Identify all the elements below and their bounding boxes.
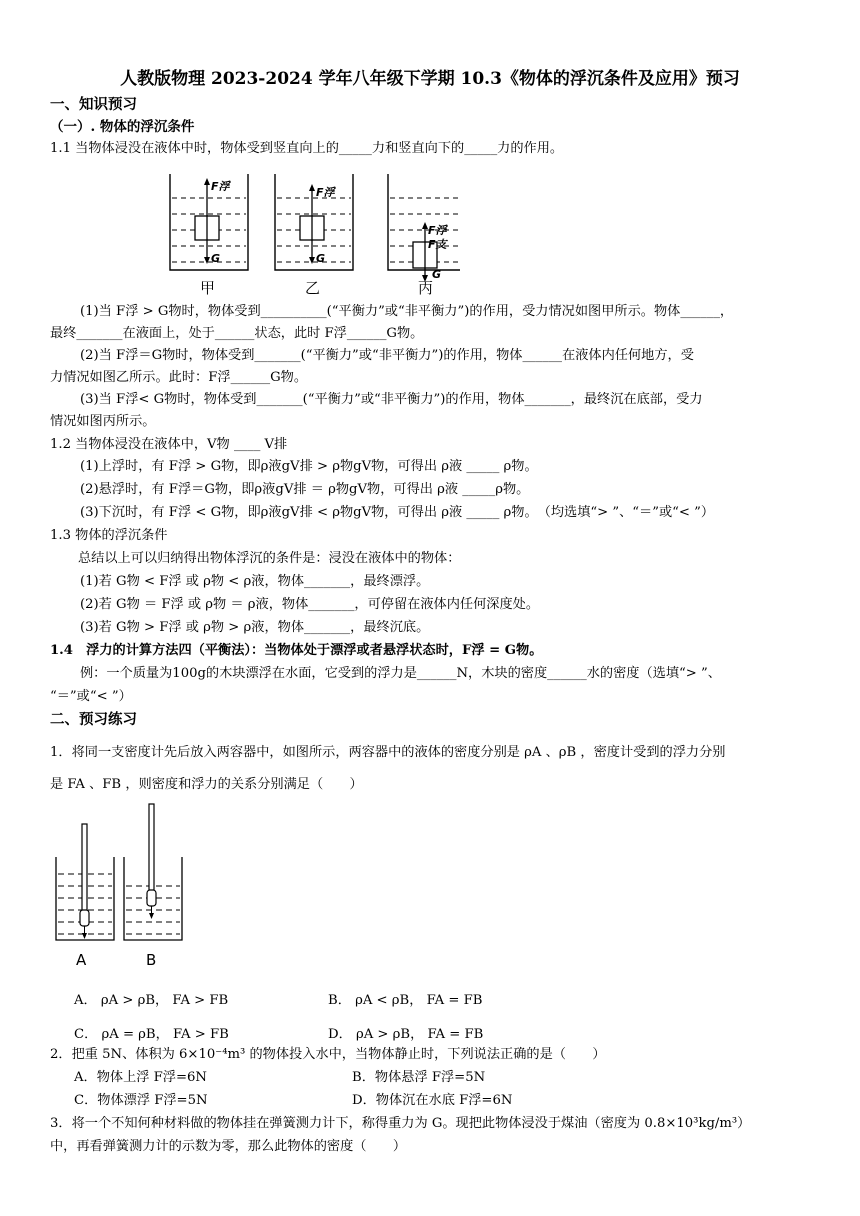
figure-caption: A (76, 951, 87, 969)
text-1-4: 1.4 浮力的计算方法四（平衡法）：当物体处于漂浮或者悬浮状态时，F浮 = G物。 (50, 643, 543, 658)
text-q3: (3)下沉时，有 F浮 < G物，即ρ液gV排 < ρ物gV物，可得出 ρ液 _____ ρ物。 （均选填“> ”、“＝”或“< ”） (80, 505, 715, 520)
force-label: F浮 (211, 180, 230, 193)
text-p1b: 最终_______在液面上，处于______状态，此时 F浮______G物。 (50, 326, 424, 341)
force-label: F浮 (316, 186, 335, 199)
figure-caption: B (146, 951, 157, 969)
option-a[interactable]: A． ρA > ρB， FA > FB (74, 993, 229, 1008)
question-3-line-1: 3．将一个不知何种材料做的物体挂在弹簧测力计下，称得重力为 G。现把此物体浸没于煤油（密度为 0.8×10³kg/m³） (50, 1116, 751, 1131)
q2-option-d[interactable]: D．物体沉在水底 F浮=6N (352, 1093, 513, 1108)
force-label: G (432, 268, 442, 281)
text-q2: (2)悬浮时，有 F浮＝G物，即ρ液gV排 ＝ ρ物gV物，可得出 ρ液 _____ρ物。 (80, 482, 530, 497)
option-c[interactable]: C． ρA = ρB， FA > FB (74, 1027, 229, 1042)
text-p3a: (3)当 F浮< G物时，物体受到_______(“平衡力”或“非平衡力”)的作用，物体_______，最终沉在底部，受力 (80, 392, 703, 407)
text-summary: 总结以上可以归纳得出物体浮沉的条件是：浸没在液体中的物体： (78, 551, 461, 566)
text-q1: (1)上浮时，有 F浮 > G物，即ρ液gV排 > ρ物gV物，可得出 ρ液 _____ ρ物。 (80, 459, 538, 474)
section-2-heading: 二、预习练习 (50, 711, 137, 728)
text-example-1: 例：一个质量为100g的木块漂浮在水面，它受到的浮力是______N，木块的密度______水的密度（选填“> ”、 (80, 666, 721, 681)
text-p1a: (1)当 F浮 > G物时，物体受到__________(“平衡力”或“非平衡力”)的作用，受力情况如图甲所示。物体______， (80, 304, 734, 319)
force-label: G (316, 252, 326, 265)
text-c3: (3)若 G物 > F浮 或 ρ物 > ρ液，物体_______，最终沉底。 (80, 620, 430, 635)
force-label: F浮 (428, 224, 447, 237)
figure-caption: 丙 (418, 279, 434, 297)
page-title: 人教版物理 2023-2024 学年八年级下学期 10.3《物体的浮沉条件及应用》预习 (120, 69, 740, 89)
question-1-line-1: 1．将同一支密度计先后放入两容器中，如图所示，两容器中的液体的密度分别是 ρA 、ρB ，密度计受到的浮力分别 (50, 745, 726, 760)
question-3-line-2: 中，再看弹簧测力计的示数为零，那么此物体的密度（ ） (50, 1139, 407, 1154)
text-c2: (2)若 G物 ＝ F浮 或 ρ物 ＝ ρ液，物体_______，可停留在液体内任何深度处。 (80, 597, 540, 612)
question-1-line-2: 是 FA 、FB ，则密度和浮力的关系分别满足（ ） (50, 777, 363, 792)
force-label: F支 (428, 238, 447, 251)
text-1-3: 1.3 物体的浮沉条件 (50, 528, 168, 543)
figure-caption: 甲 (200, 279, 216, 297)
option-d[interactable]: D． ρA > ρB， FA = FB (328, 1027, 484, 1042)
question-2: 2．把重 5N、体积为 6×10⁻⁴m³ 的物体投入水中，当物体静止时，下列说法正确的是（ ） (50, 1047, 606, 1062)
force-label: G (211, 252, 221, 265)
section-1-heading: 一、知识预习 (50, 96, 137, 113)
text-1-1: 1.1 当物体浸没在液体中时，物体受到竖直向上的_____力和竖直向下的_____力的作用。 (50, 141, 564, 156)
q2-option-b[interactable]: B．物体悬浮 F浮=5N (352, 1070, 486, 1085)
text-p3b: 情况如图丙所示。 (50, 414, 156, 429)
text-example-2: “＝”或“< ”） (50, 689, 132, 704)
q2-option-a[interactable]: A．物体上浮 F浮=6N (74, 1070, 207, 1085)
q2-option-c[interactable]: C．物体漂浮 F浮=5N (74, 1093, 208, 1108)
text-p2b: 力情况如图乙所示。此时：F浮______G物。 (50, 370, 308, 385)
option-b[interactable]: B． ρA < ρB， FA = FB (328, 993, 483, 1008)
hydrometer-figure (52, 802, 192, 972)
buoyancy-force-figure (160, 168, 460, 298)
text-1-2: 1.2 当物体浸没在液体中，V物 ____ V排 (50, 437, 288, 452)
text-c1: (1)若 G物 < F浮 或 ρ物 < ρ液，物体_______，最终漂浮。 (80, 574, 430, 589)
subsection-heading: （一）. 物体的浮沉条件 (50, 119, 195, 135)
text-p2a: (2)当 F浮＝G物时，物体受到_______(“平衡力”或“非平衡力”)的作用，物体______在液体内任何地方，受 (80, 348, 694, 363)
figure-caption: 乙 (305, 279, 321, 297)
